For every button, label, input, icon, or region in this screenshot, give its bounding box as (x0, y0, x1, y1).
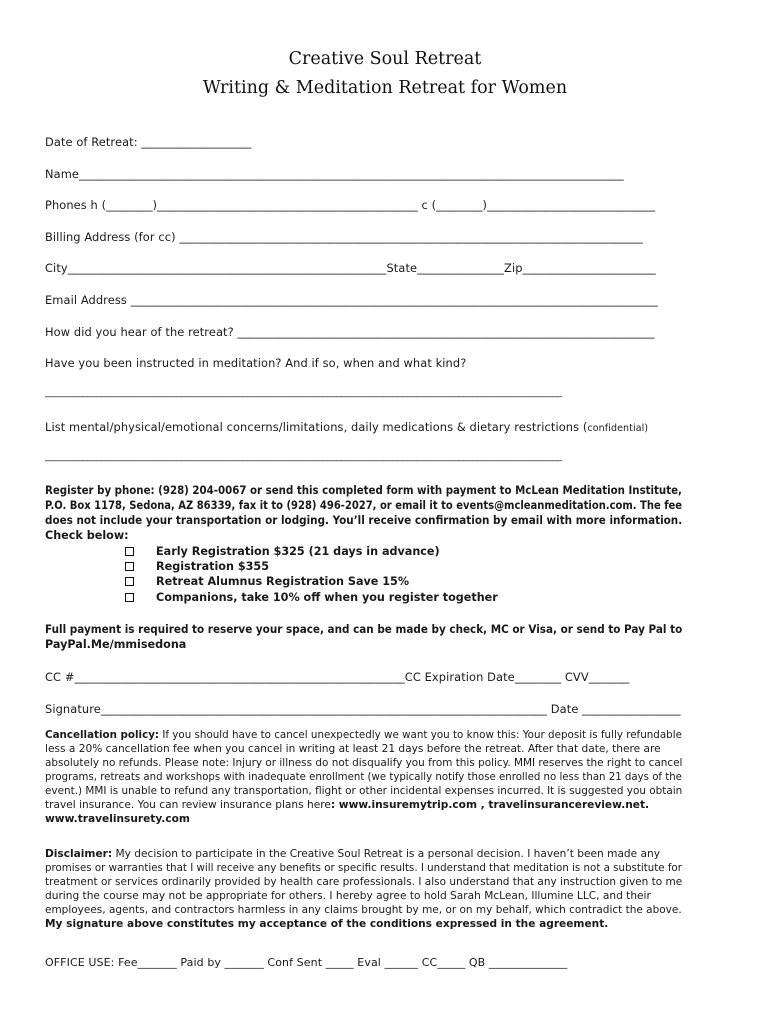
city-state-zip-field[interactable]: City_______________________________________________________State_______________Zip_______________________ (45, 261, 656, 275)
checkbox-icon[interactable] (125, 577, 134, 586)
cancellation-line-3: absolutely no refunds. Please note: Injury or illness do not disqualify you from this policy. MMI reserves the right to cancel (45, 757, 683, 769)
cancellation-text: If you should have to cancel unexpectedly we want you to know this: Your deposit is fully refundable (159, 729, 682, 741)
disclaimer-line-1 (45, 848, 660, 860)
date-of-retreat-field[interactable]: Date of Retreat: ___________________ (45, 135, 252, 149)
credit-card-field[interactable]: CC #_________________________________________________________CC Expiration Date________ CVV_______ (45, 670, 630, 684)
cancellation-line-5: event.) MMI is unable to refund any transportation, flight or other incidental expenses incurred. It is suggested you obtain (45, 785, 683, 797)
option-label: Companions, take 10% off when you register together (156, 591, 498, 604)
billing-address-field[interactable]: Billing Address (for cc) ________________________________________________________________________________ (45, 230, 643, 244)
option-label: Retreat Alumnus Registration Save 15% (156, 575, 410, 588)
option-label: Registration $355 (156, 560, 269, 573)
option-early-registration[interactable] (125, 545, 440, 558)
option-registration[interactable] (125, 560, 269, 573)
checkbox-icon[interactable] (125, 562, 134, 571)
payment-line-2: PayPal.Me/mmisedona (45, 638, 187, 651)
cancellation-label: Cancellation policy: (45, 729, 160, 741)
cancellation-line-4: programs, retreats and workshops with inadequate enrollment (we typically notify those enrolled no less than 21 days of the (45, 771, 682, 783)
disclaimer-label: Disclaimer: (45, 848, 113, 860)
disclaimer-line-3: treatment or services ordinarily provided by health care professionals. I also understand that any instruction given to me (45, 876, 683, 888)
register-line-4: Check below: (45, 529, 129, 542)
confidential-note: confidential) (587, 423, 649, 434)
cancellation-line-6 (45, 799, 649, 811)
option-companions[interactable] (125, 591, 498, 604)
office-use-line[interactable]: OFFICE USE: Fee_______ Paid by _______ Conf Sent _____ Eval ______ CC_____ QB ______________ (45, 956, 568, 969)
payment-line-1: Full payment is required to reserve your space, and can be made by check, MC or Visa, or send to Pay Pal to (45, 623, 683, 636)
signature-field[interactable]: Signature_____________________________________________________________________________ Date _________________ (45, 702, 681, 716)
cancellation-text: travel insurance. You can review insurance plans here (45, 799, 331, 811)
name-field[interactable]: Name______________________________________________________________________________________________ (45, 167, 624, 181)
heard-of-retreat-field[interactable]: How did you hear of the retreat? ________________________________________________________________________ (45, 325, 655, 339)
concerns-question (45, 420, 648, 434)
disclaimer-line-4: during the course may not be appropriate for others. I hereby agree to hold Sarah McLean, Illumine LLC, and their (45, 890, 651, 902)
disclaimer-acceptance: My signature above constitutes my acceptance of the conditions expressed in the agreement. (45, 918, 609, 930)
insurance-links[interactable]: : www.insuremytrip.com , travelinsurancereview.net. (330, 799, 650, 811)
register-line-1: Register by phone: (928) 204-0067 or send this completed form with payment to McLean Meditation Institute, (45, 484, 682, 497)
checkbox-icon[interactable] (125, 547, 134, 556)
disclaimer-line-5: employees, agents, and contractors harmless in any claims brought by me, or on my behalf, which contradict the above. (45, 904, 682, 916)
concerns-question-text: List mental/physical/emotional concerns/limitations, daily medications & dietary restrictions ( (45, 420, 588, 434)
disclaimer-text: My decision to participate in the Creative Soul Retreat is a personal decision. I haven’t been made any (112, 848, 661, 860)
meditation-answer-line[interactable]: ______________________________________________________________________________________________________________ (45, 387, 563, 398)
concerns-answer-line[interactable]: ______________________________________________________________________________________________________________ (45, 451, 563, 462)
register-line-3: does not include your transportation or lodging. You’ll receive confirmation by email with more information. (45, 514, 683, 527)
phones-field[interactable]: Phones h (________)_____________________________________________ c (________)_____________________________ (45, 198, 656, 212)
form-title: Creative Soul Retreat (288, 49, 482, 69)
cancellation-line-1 (45, 729, 682, 741)
disclaimer-line-2: promises or warranties that I will receive any benefits or specific results. I understand that meditation is not a substitute for (45, 862, 682, 874)
insurance-link-travelinsurety[interactable]: www.travelinsurety.com (45, 813, 190, 825)
checkbox-icon[interactable] (125, 593, 134, 602)
email-address-field[interactable]: Email Address ___________________________________________________________________________________________ (45, 293, 658, 307)
option-label: Early Registration $325 (21 days in advance) (156, 545, 440, 558)
form-subtitle: Writing & Meditation Retreat for Women (202, 78, 568, 98)
option-alumnus-registration[interactable] (125, 575, 409, 588)
cancellation-line-2: less a 20% cancellation fee when you cancel in writing at least 21 days before the retreat. After that date, there are (45, 743, 661, 755)
register-line-2: P.O. Box 1178, Sedona, AZ 86339, fax it to (928) 496-2027, or email it to events@mcleanmeditation.com. The fee (45, 499, 683, 512)
meditation-question: Have you been instructed in meditation? And if so, when and what kind? (45, 356, 467, 370)
